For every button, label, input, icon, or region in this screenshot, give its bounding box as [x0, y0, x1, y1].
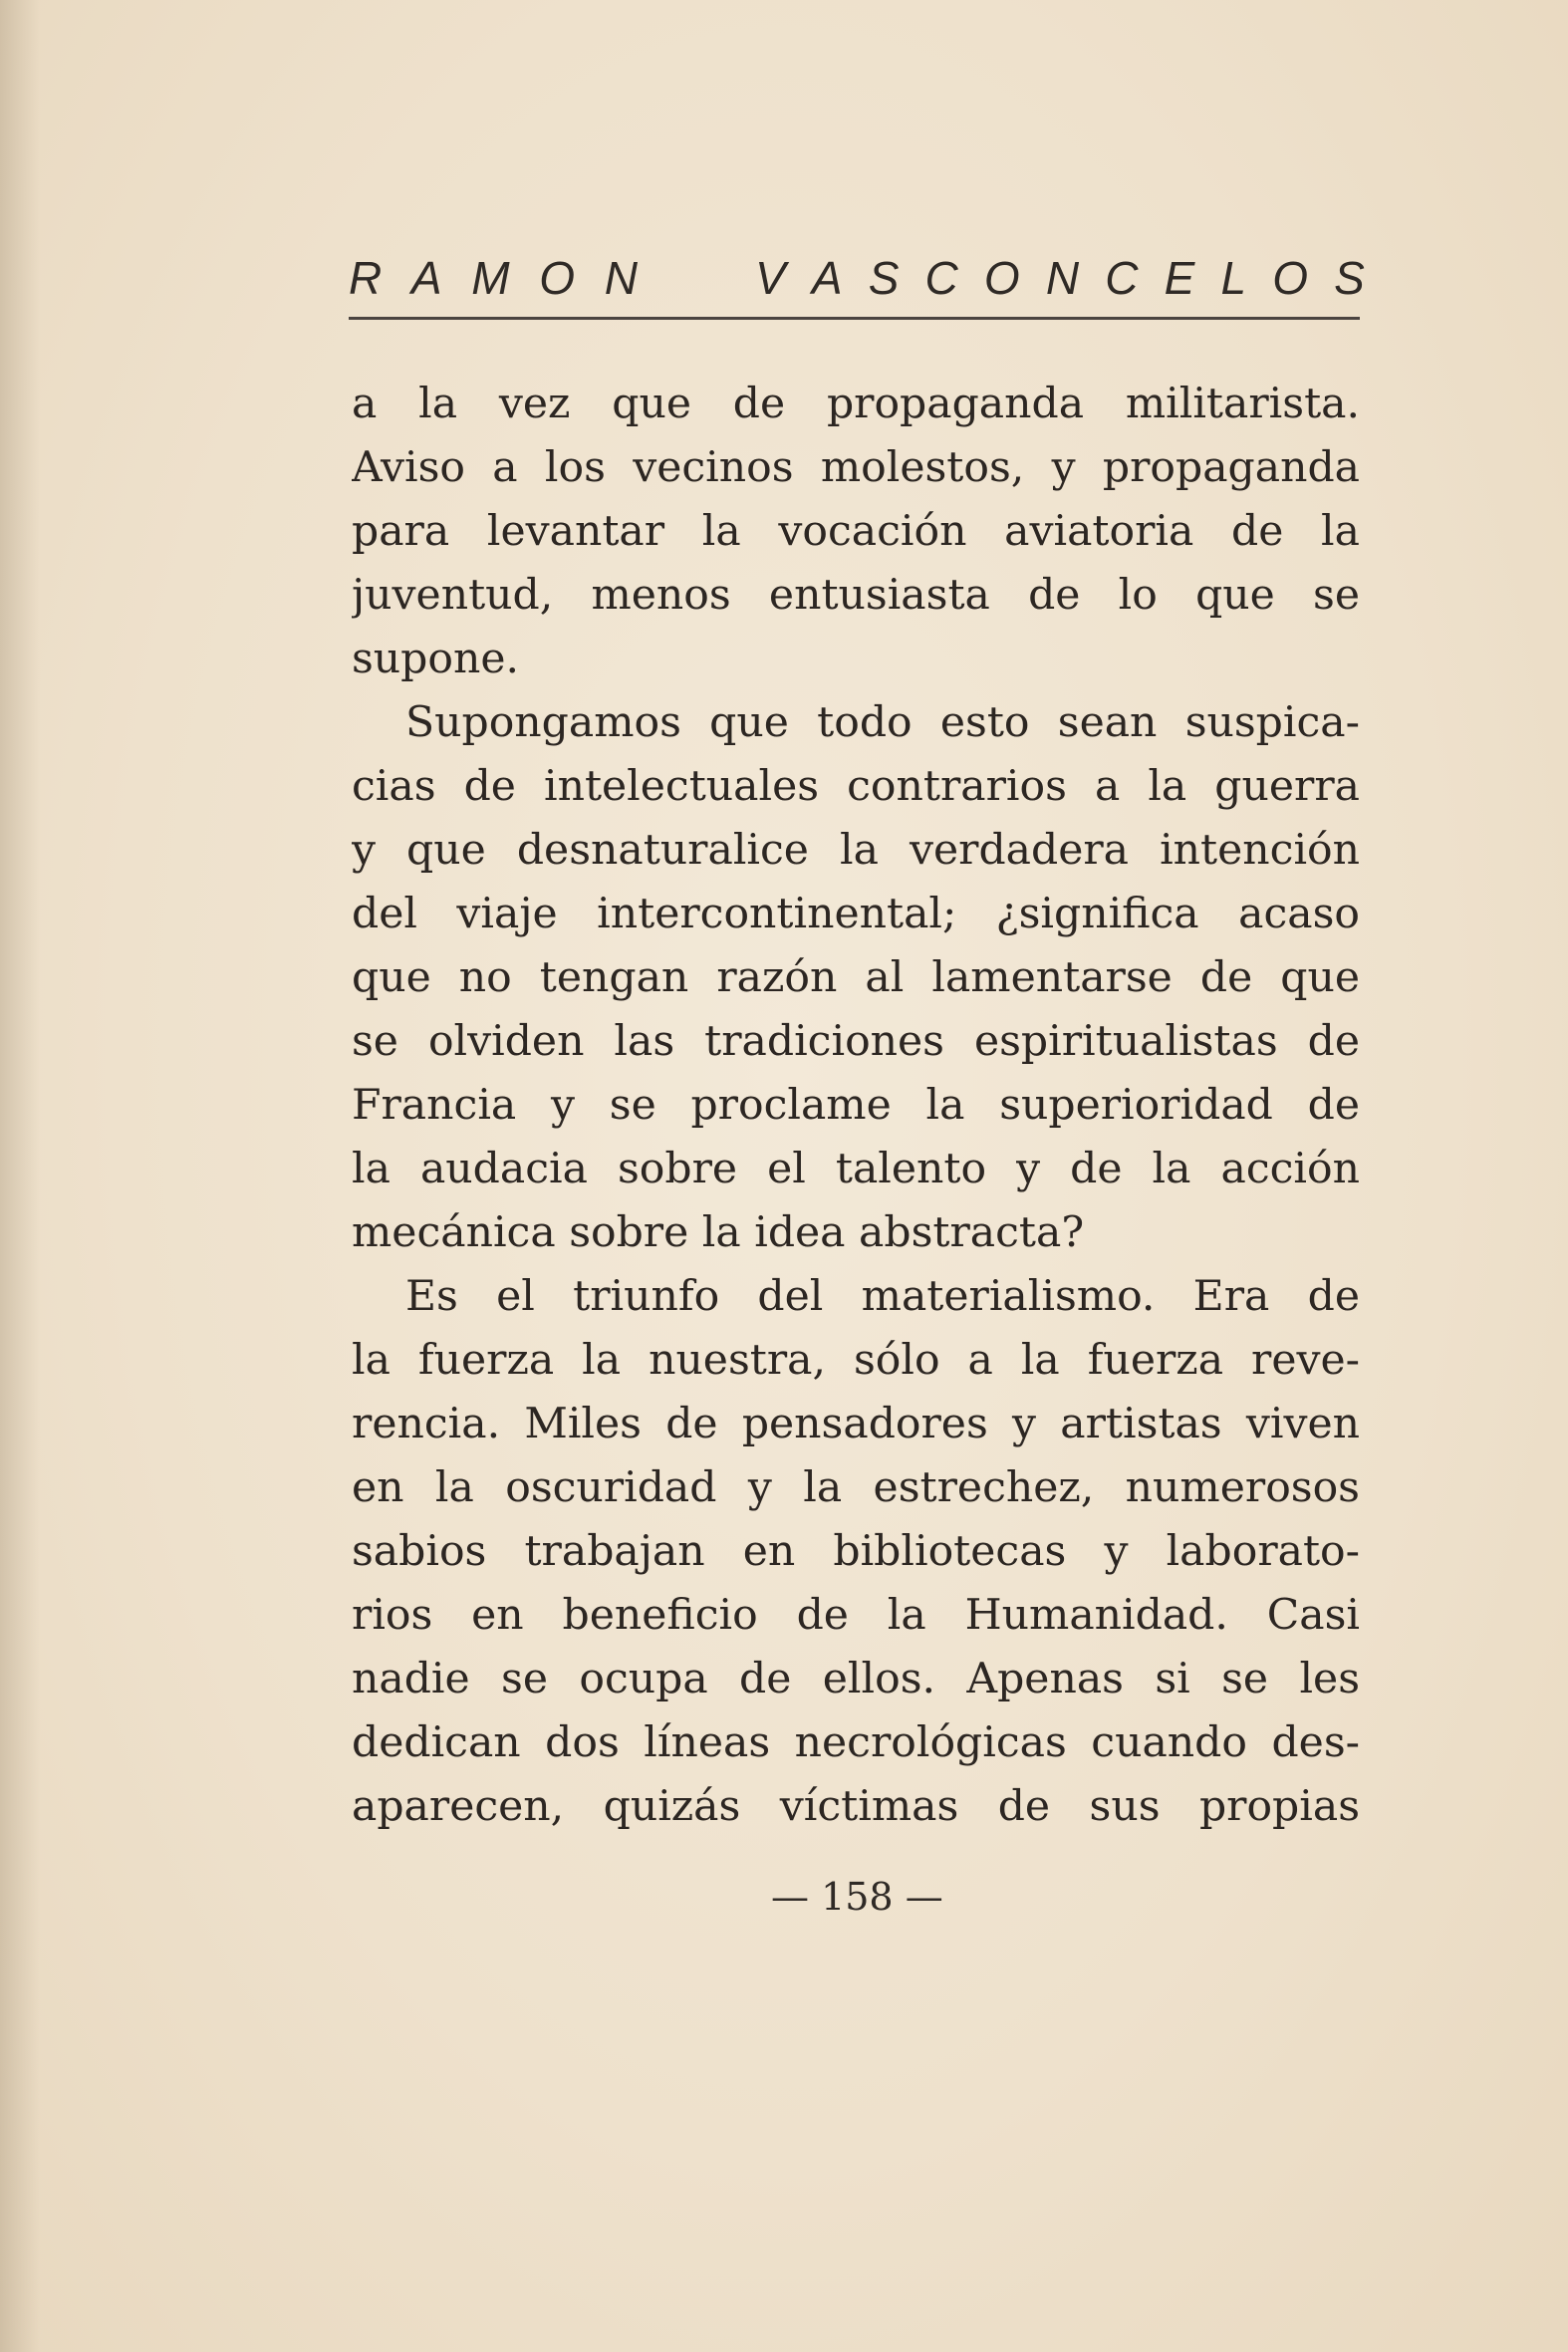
running-head: [349, 251, 1365, 305]
text-line: sabios trabajan en bibliotecas y laborato-: [352, 1527, 1360, 1576]
text-line: del viaje intercontinental; ¿significa acaso: [352, 890, 1360, 938]
text-line: Francia y se proclame la superioridad de: [352, 1081, 1360, 1130]
rh-letter: O: [983, 252, 1020, 304]
rh-letter: N: [604, 252, 638, 304]
rh-letter: E: [1164, 252, 1195, 304]
text-line: Aviso a los vecinos molestos, y propaganda: [352, 443, 1360, 492]
text-line: aparecen, quizás víctimas de sus propias: [352, 1782, 1360, 1831]
header-rule: [349, 317, 1360, 320]
text-line: cias de intelectuales contrarios a la guerra: [352, 762, 1360, 811]
text-line: Supongamos que todo esto sean suspica-: [405, 698, 1360, 747]
text-line: en la oscuridad y la estrechez, numerosos: [352, 1463, 1360, 1512]
text-line: supone.: [352, 635, 520, 683]
body-text: [352, 373, 1360, 1839]
text-line: dedican dos líneas necrológicas cuando des-: [352, 1718, 1360, 1767]
rh-letter: M: [471, 252, 510, 304]
rh-letter: A: [811, 252, 843, 304]
gutter-shadow: [0, 0, 40, 2352]
text-line: a la vez que de propaganda militarista.: [352, 380, 1360, 428]
text-line: la fuerza la nuestra, sólo a la fuerza reve-: [352, 1336, 1360, 1385]
text-line: juventud, menos entusiasta de lo que se: [352, 571, 1360, 620]
text-line: Es el triunfo del materialismo. Era de: [405, 1272, 1360, 1321]
rh-letter: S: [868, 252, 900, 304]
text-line: rios en beneficio de la Humanidad. Casi: [352, 1591, 1360, 1640]
text-line: nadie se ocupa de ellos. Apenas si se les: [352, 1655, 1360, 1703]
text-line: que no tengan razón al lamentarse de que: [352, 953, 1360, 1002]
rh-letter: R: [349, 252, 383, 304]
text-line: se olviden las tradiciones espiritualistas de: [352, 1017, 1360, 1066]
text-line: y que desnaturalice la verdadera intención: [352, 826, 1360, 875]
text-line: la audacia sobre el talento y de la acción: [352, 1145, 1360, 1193]
page-number: — 158 —: [771, 1875, 943, 1919]
rh-letter: L: [1220, 252, 1247, 304]
rh-letter: A: [410, 252, 442, 304]
rh-letter: O: [1272, 252, 1309, 304]
running-head-first-word: [349, 251, 638, 305]
text-line: rencia. Miles de pensadores y artistas viven: [352, 1400, 1360, 1448]
text-line: para levantar la vocación aviatoria de la: [352, 507, 1360, 556]
rh-letter: C: [1105, 252, 1139, 304]
rh-letter: C: [924, 252, 958, 304]
rh-letter: S: [1334, 252, 1365, 304]
rh-letter: V: [755, 252, 786, 304]
rh-letter: O: [539, 252, 576, 304]
text-line: mecánica sobre la idea abstracta?: [352, 1208, 1085, 1257]
running-head-second-word: [755, 251, 1365, 305]
rh-letter: N: [1045, 252, 1080, 304]
